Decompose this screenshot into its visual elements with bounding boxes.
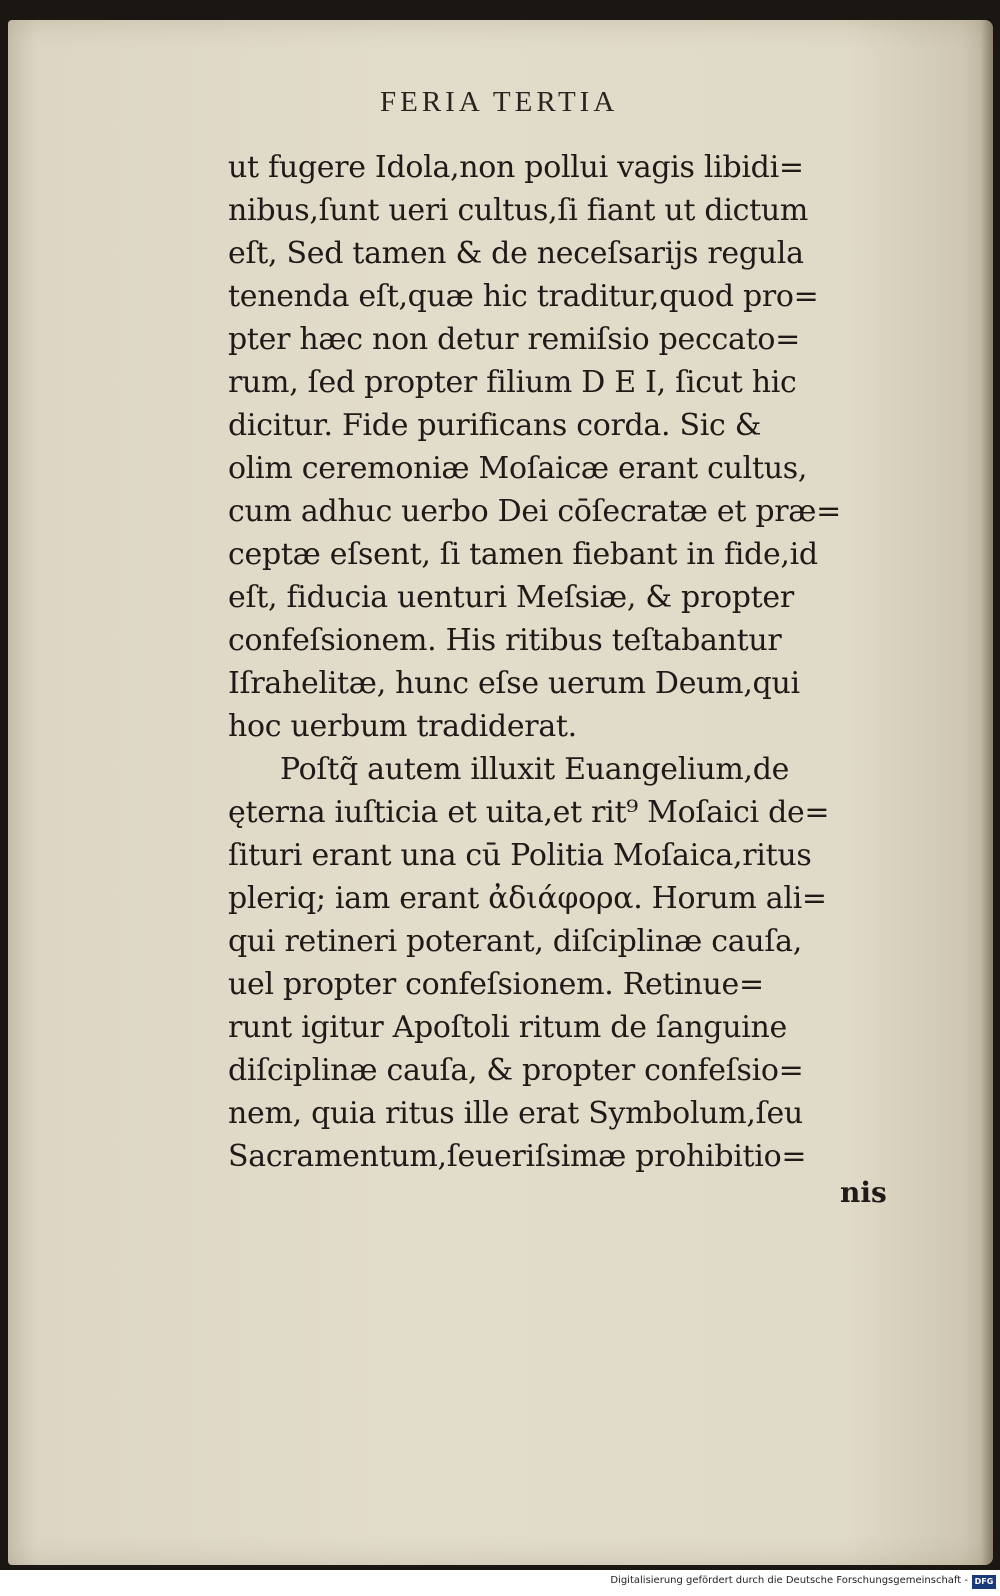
text-line: ſituri erant una cū Politia Moſaica,ritus — [228, 838, 812, 873]
footer-credit: Digitalisierung gefördert durch die Deutsche Forschungsgemeinschaft - — [610, 1575, 968, 1586]
text-line: tenenda eſt,quæ hic traditur,quod pro= — [228, 279, 819, 314]
dfg-logo: DFG — [972, 1575, 996, 1589]
page-edge — [981, 20, 993, 1565]
text-line: cum adhuc uerbo Dei cōſecratæ et præ= — [228, 494, 841, 529]
catchword: nis — [840, 1176, 887, 1209]
text-line: olim ceremoniæ Moſaicæ erant cultus, — [228, 451, 808, 486]
text-line: Poſtq̃ autem illuxit Euangelium,de — [280, 752, 790, 787]
text-line: ęterna iuſticia et uita,et rit⁹ Moſaici de= — [228, 795, 830, 830]
text-line: eſt, Sed tamen & de neceſsarijs regula — [228, 236, 804, 271]
text-block — [228, 146, 908, 1178]
text-line: nem, quia ritus ille erat Symbolum,ſeu — [228, 1096, 803, 1131]
text-line: dicitur. Fide purificans corda. Sic & — [228, 408, 762, 443]
text-line: Iſrahelitæ, hunc eſse uerum Deum,qui — [228, 666, 800, 701]
text-line: rum, ſed propter filium D E I, ſicut hic — [228, 365, 797, 400]
text-line: confeſsionem. His ritibus teſtabantur — [228, 623, 782, 658]
footer-bar — [0, 1570, 1000, 1596]
running-head: FERIA TERTIA — [380, 86, 619, 118]
text-line: pleriq; iam erant ἀδιάφορα. Horum ali= — [228, 881, 827, 916]
text-line: ceptæ eſsent, ſi tamen fiebant in fide,id — [228, 537, 818, 572]
text-line: runt igitur Apoſtoli ritum de ſanguine — [228, 1010, 787, 1045]
text-line: eſt, fiducia uenturi Meſsiæ, & propter — [228, 580, 794, 615]
text-line: nibus,ſunt ueri cultus,ſi fiant ut dictum — [228, 193, 809, 228]
text-line: diſciplinæ cauſa, & propter confeſsio= — [228, 1053, 804, 1088]
text-line: pter hæc non detur remiſsio peccato= — [228, 322, 800, 357]
text-line: Sacramentum,ſeueriſsimæ prohibitio= — [228, 1139, 807, 1174]
text-line: qui retineri poterant, diſciplinæ cauſa, — [228, 924, 802, 959]
text-line: uel propter confeſsionem. Retinue= — [228, 967, 764, 1002]
text-line: hoc uerbum tradiderat. — [228, 709, 577, 744]
text-line: ut fugere Idola,non pollui vagis libidi= — [228, 150, 804, 185]
